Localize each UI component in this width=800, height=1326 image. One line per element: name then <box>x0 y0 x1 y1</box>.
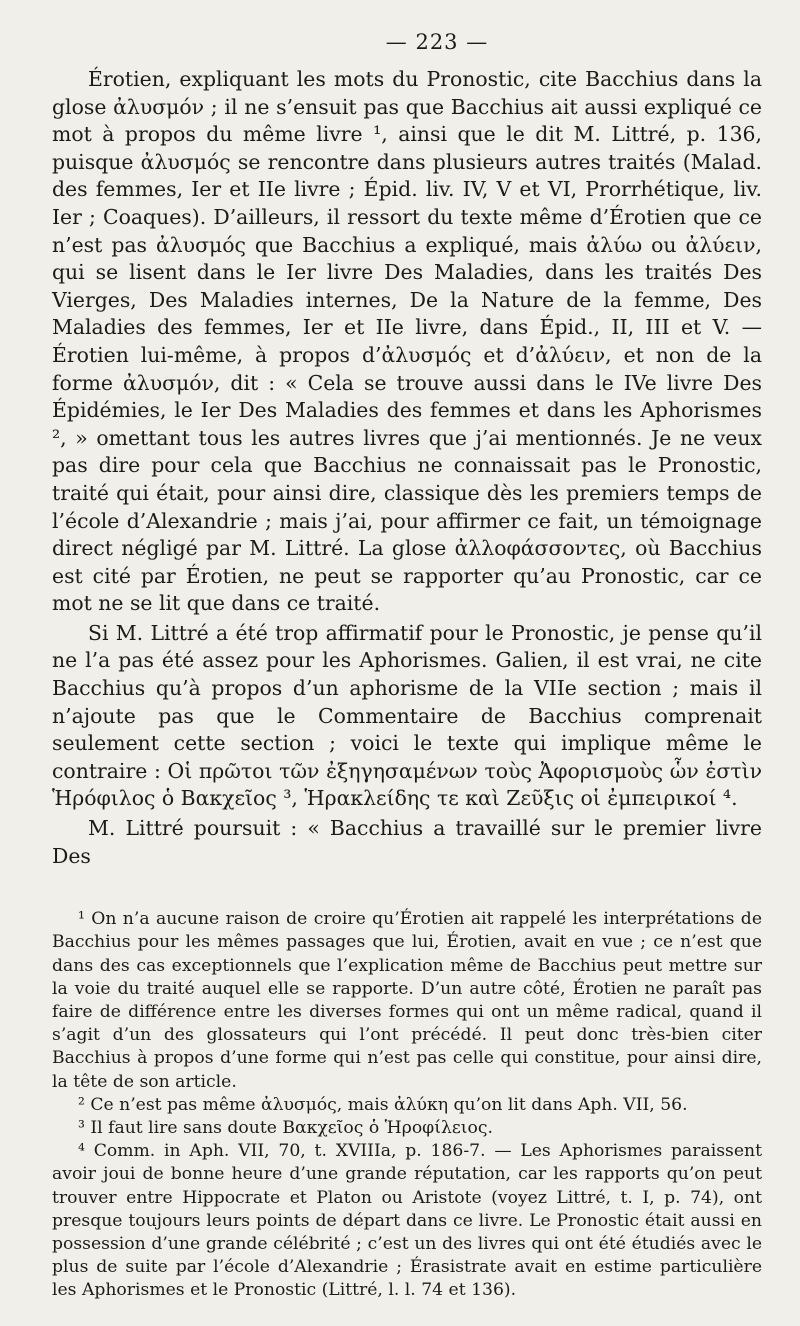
paragraph: M. Littré poursuit : « Bacchius a travaillé sur le premier livre Des <box>52 816 762 868</box>
footnote: ¹ On n’a aucune raison de croire qu’Érotien ait rappelé les interprétations de Bacchius pour les mêmes passages que lui, Érotien, avait en vue ; ce n’est que dans des cas exceptionnels que l’explication même de Bacchius peut mettre sur la voie du traité auquel elle se rapporte. D’un autre côté, Érotien ne paraît pas faire de différence entre les diverses formes qui ont un même radical, quand il s’agit d’un des glossateurs qui l’ont précédé. Il peut donc très-bien citer Bacchius à propos d’une forme qui n’est pas celle qui constitue, pour ainsi dire, la tête de son article. <box>52 909 762 1092</box>
paragraph: Si M. Littré a été trop affirmatif pour le Pronostic, je pense qu’il ne l’a pas été assez pour les Aphorismes. Galien, il est vrai, ne cite Bacchius qu’à propos d’un aphorisme de la VIIe section ; mais il n’ajoute pas que le Commentaire de Bacchius comprenait seulement cette section ; voici le texte qui implique même le contraire : Οἱ πρῶτοι τῶν ἐξηγησαμένων τοὺς Ἀφορισμοὺς ὧν ἐστὶν Ἡρόφιλος ὁ Βακχεῖος ³, Ἡρακλείδης τε καὶ Ζεῦξις οἱ ἐμπειρικοί ⁴. <box>52 620 762 811</box>
footnote: ² Ce n’est pas même ἀλυσμός, mais ἀλύκη qu’on lit dans Aph. VII, 56. <box>78 1094 688 1115</box>
footnote: ⁴ Comm. in Aph. VII, 70, t. XVIIIa, p. 186-7. — Les Aphorismes paraissent avoir joui de bonne heure d’une grande réputation, car les rapports qu’on peut trouver entre Hippocrate et Platon ou Aristote (voyez Littré, t. I, p. 74), ont presque toujours leurs points de départ dans ce livre. Le Pronostic était aussi en possession d’une grande célébrité ; c’est un des livres qui ont été étudiés avec le plus de suite par l’école d’Alexandrie ; Érasistrate avait en estime particulière les Aphorismes et le Pronostic (Littré, l. l. 74 et 136). <box>52 1141 762 1301</box>
footnote: ³ Il faut lire sans doute Βακχεῖος ὁ Ἡροφίλειος. <box>78 1118 493 1139</box>
paragraph: Érotien, expliquant les mots du Pronostic, cite Bacchius dans la glose ἀλυσμόν ; il ne s’ensuit pas que Bacchius ait aussi expliqué ce mot à propos du même livre ¹, ainsi que le dit M. Littré, p. 136, puisque ἀλυσμός se rencontre dans plusieurs autres traités (Malad. des femmes, Ier et IIe livre ; Épid. liv. IV, V et VI, Prorrhétique, liv. Ier ; Coaques). D’ailleurs, il ressort du texte même d’Érotien que ce n’est pas ἀλυσμός que Bacchius a expliqué, mais ἀλύω ou ἀλύειν, qui se lisent dans le Ier livre Des Maladies, dans les traités Des Vierges, Des Maladies internes, De la Nature de la femme, Des Maladies des femmes, Ier et IIe livre, dans Épid., II, III et V. — Érotien lui-même, à propos d’ἀλυσμός et d’ἀλύειν, et non de la forme ἀλυσμόν, dit : « Cela se trouve aussi dans le IVe livre Des Épidémies, le Ier Des Maladies des femmes et dans les Aphorismes ², » omettant tous les autres livres que j’ai mentionnés. Je ne veux pas dire pour cela que Bacchius ne connaissait pas le Pronostic, traité qui était, pour ainsi dire, classique dès les premiers temps de l’école d’Alexandrie ; mais j’ai, pour affirmer ce fait, un témoignage direct négligé par M. Littré. La glose ἀλλοφάσσοντες, où Bacchius est cité par Érotien, ne peut se rapporter qu’au Pronostic, car ce mot ne se lit que dans ce traité. <box>52 67 762 616</box>
page-number: — 223 — <box>385 30 489 54</box>
footnotes <box>52 908 762 1302</box>
main-text <box>52 66 762 870</box>
